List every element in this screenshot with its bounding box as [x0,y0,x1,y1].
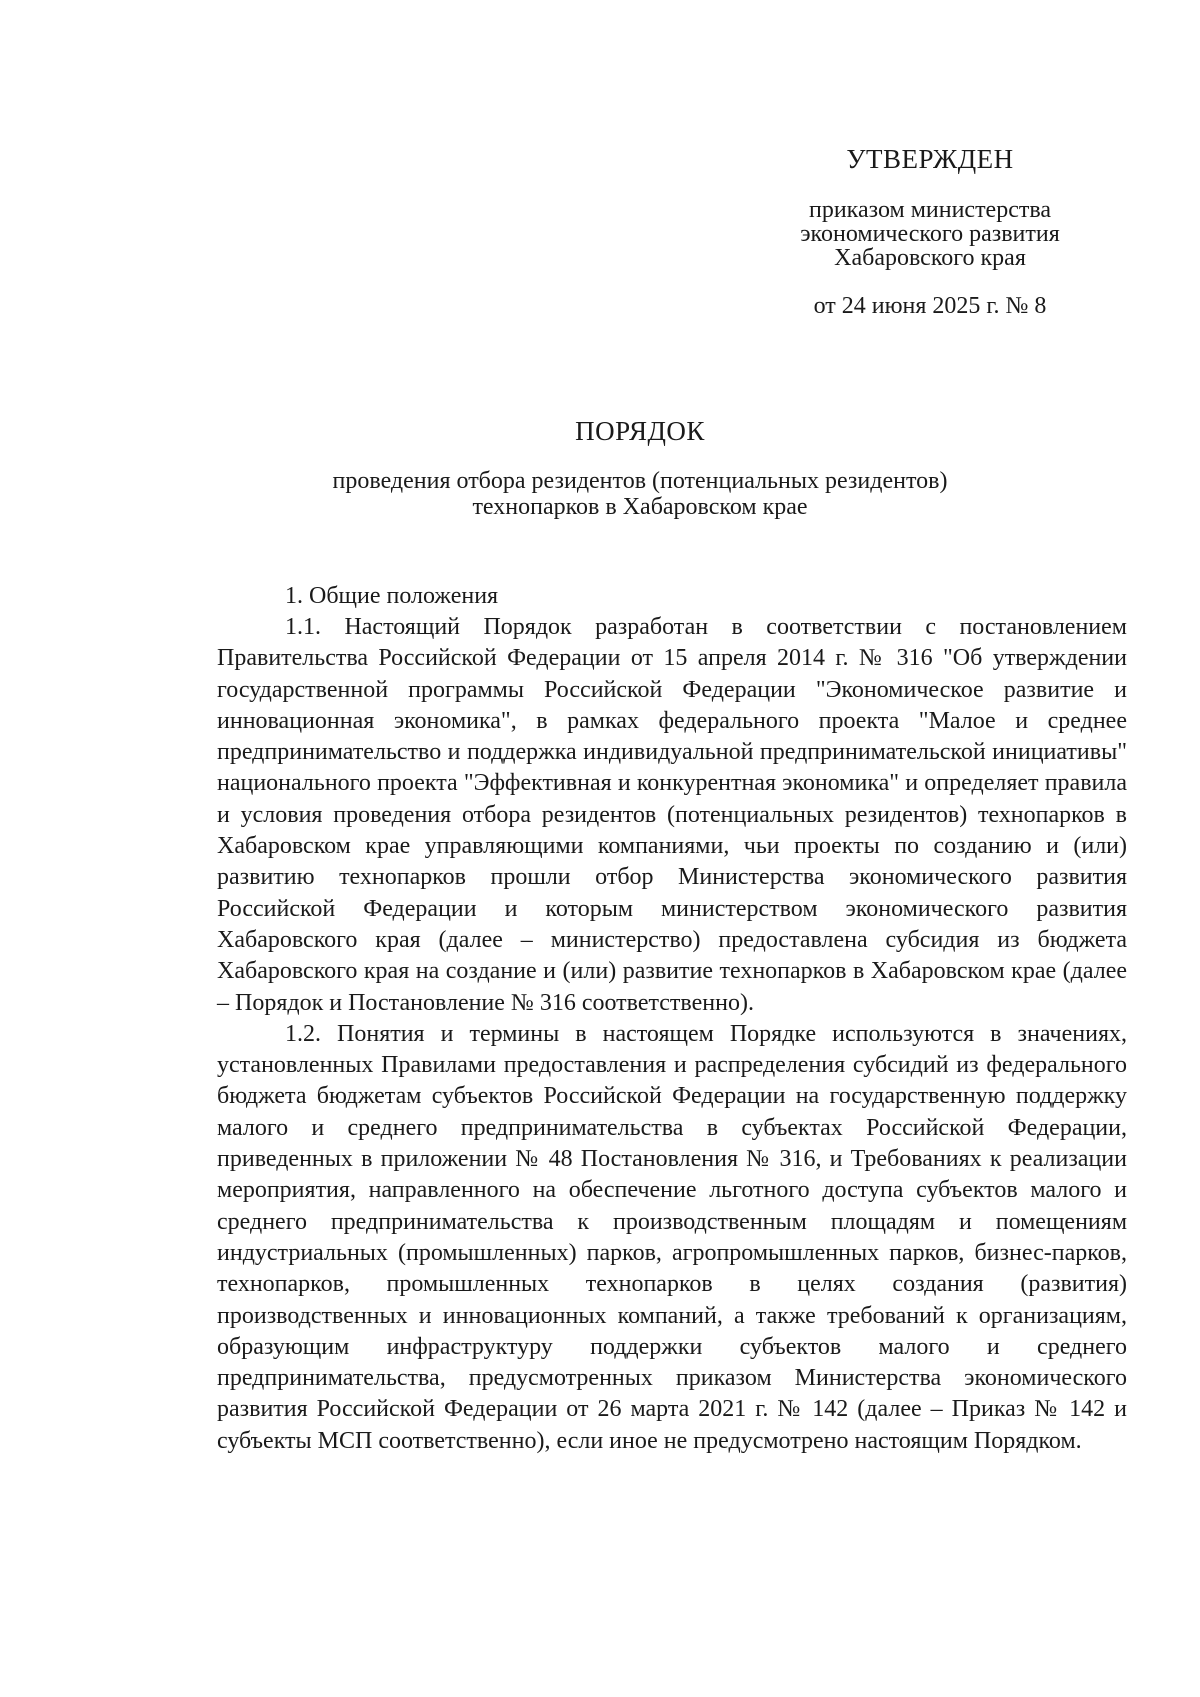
section-heading: 1. Общие положения [285,583,499,609]
approval-stamp [780,142,1080,320]
paragraph: 1.1. Настоящий Порядок разработан в соответствии с постановлением Правительства Российской Федерации от 15 апреля 2014 г. № 316 "Об утверждении государственной программы Российской Федерации "Экономическое развитие и инновационная экономика", в рамках федерального проекта "Малое и среднее предпринимательство и поддержка индивидуальной предпринимательской инициативы" национального проекта "Эффективная и конкурентная экономика" и определяет правила и условия проведения отбора резидентов (потенциальных резидентов) технопарков в Хабаровском крае управляющими компаниями, чьи проекты по созданию и (или) развитию технопарков прошли отбор Министерства экономического развития Российской Федерации и которым министерством экономического развития Хабаровского края (далее – министерство) предоставлена субсидия из бюджета Хабаровского края на создание и (или) развитие технопарков в Хабаровском крае (далее – Порядок и Постановление № 316 соответственно). [217,614,1127,1016]
approval-order-line: экономического развития [800,221,1060,247]
approval-order-line: Хабаровского края [834,245,1026,271]
document-subtitle-line: технопарков в Хабаровском крае [472,494,808,520]
document-subtitle-line: проведения отбора резидентов (потенциальных резидентов) [332,468,948,494]
approved-label: УТВЕРЖДЕН [846,144,1014,174]
approval-date: от 24 июня 2025 г. № 8 [813,293,1047,319]
document-title-block [210,414,1070,520]
document-body [217,580,1127,1457]
paragraph: 1.2. Понятия и термины в настоящем Порядке используются в значениях, установленных Правилами предоставления и распределения субсидий из федерального бюджета бюджетам субъектов Российской Федерации на государственную поддержку малого и среднего предпринимательства в субъектах Российской Федерации, приведенных в приложении № 48 Постановления № 316, и Требованиях к реализации мероприятия, направленного на обеспечение льготного доступа субъектов малого и среднего предпринимательства к производственным площадям и помещениям индустриальных (промышленных) парков, агропромышленных парков, бизнес-парков, технопарков, промышленных технопарков в целях создания (развития) производственных и инновационных компаний, а также требований к организациям, образующим инфраструктуру поддержки субъектов малого и среднего предпринимательства, предусмотренных приказом Министерства экономического развития Российской Федерации от 26 марта 2021 г. № 142 (далее – Приказ № 142 и субъекты МСП соответственно), если иное не предусмотрено настоящим Порядком. [217,1020,1127,1454]
document-title: ПОРЯДОК [575,416,705,446]
approval-order-line: приказом министерства [808,197,1052,223]
